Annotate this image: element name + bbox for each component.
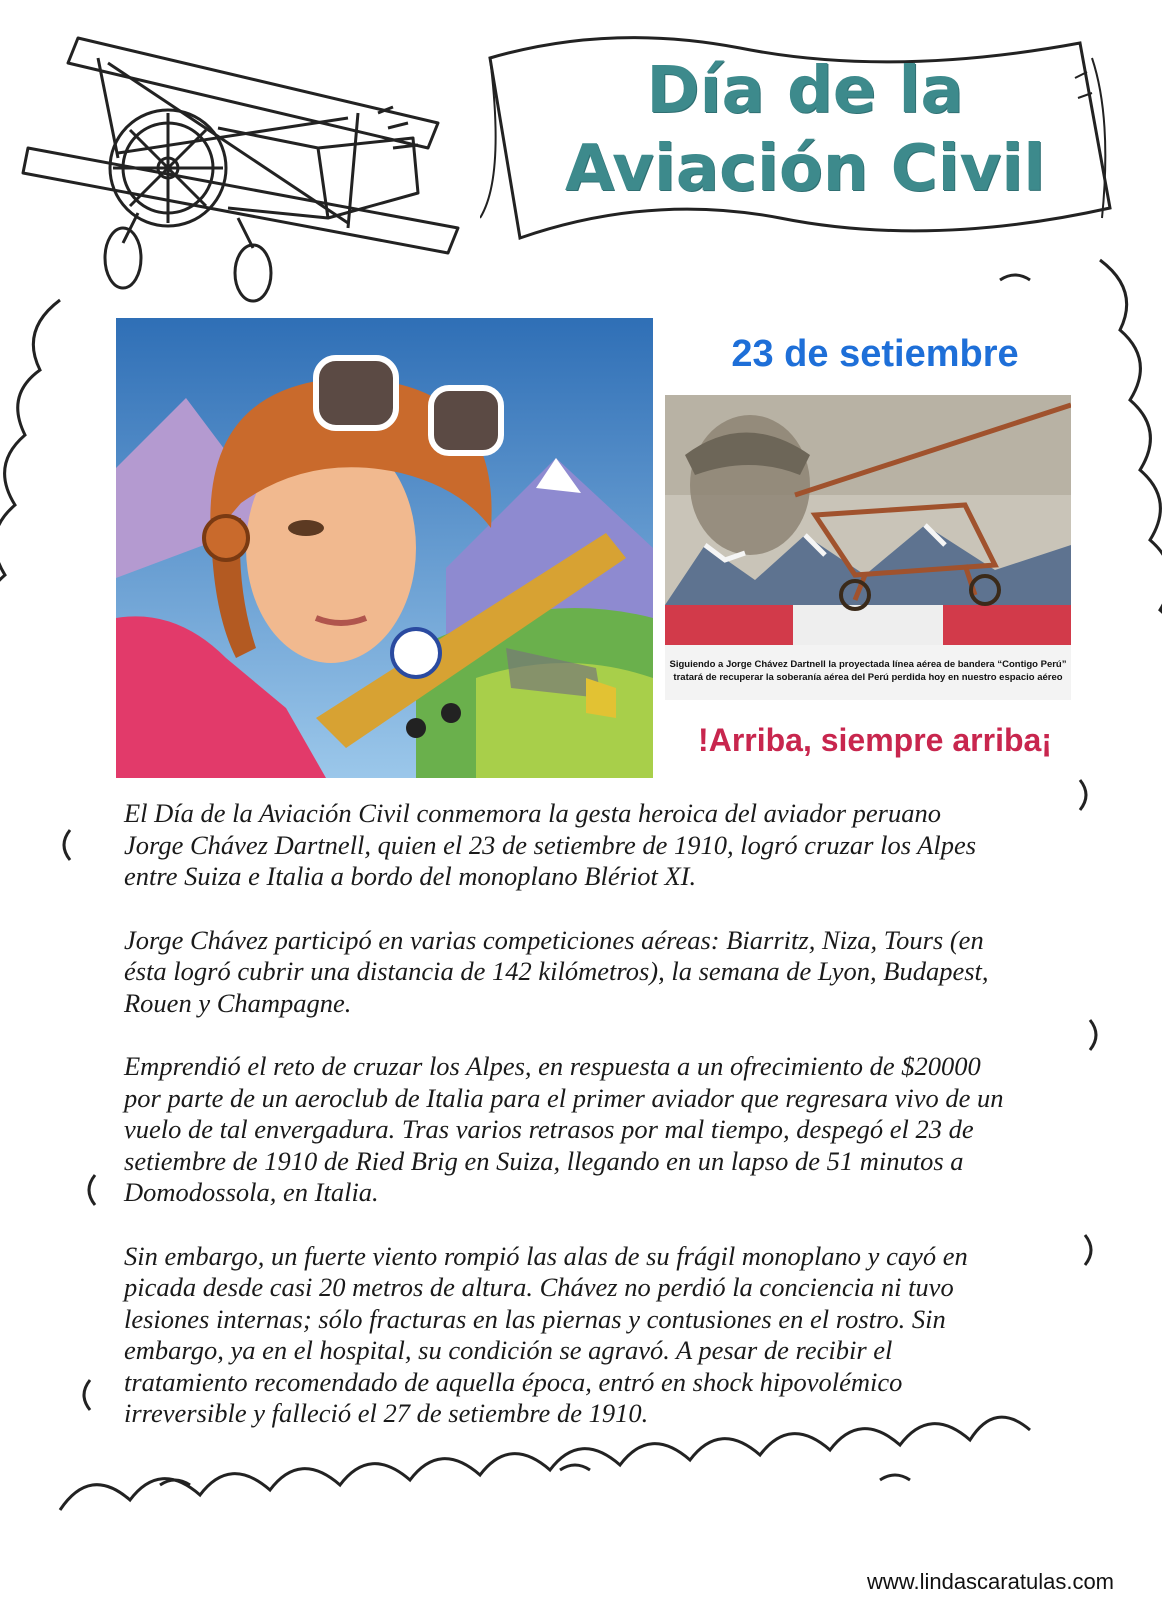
page-title-line-1: Día de la — [646, 54, 964, 128]
slogan: !Arriba, siempre arriba¡ — [698, 722, 1052, 758]
article-paragraph: El Día de la Aviación Civil conmemora la gesta heroica del aviador peruano Jorge Chávez Dartnell, quien el 23 de setiembre de 1910, logró cruzar los Alpes entre Suiza e Italia a bordo del monoplano Blériot XI. — [124, 798, 977, 891]
article-paragraph: Sin embargo, un fuerte viento rompió las alas de su frágil monoplano y cayó en picada desde casi 20 metros de altura. Chávez no perdió la conciencia ni tuvo lesiones internas; sólo fracturas en las piernas y contusiones en el rostro. Sin embargo, ya en el hospital, su condición se agravó. A pesar de recibir el tratamiento recomendado de aquella época, entró en shock hipovolémico irreversible y falleció el 27 de setiembre de 1910. — [124, 1240, 968, 1428]
aviator-portrait-illustration — [116, 318, 653, 778]
website-url: www.lindascaratulas.com — [867, 1569, 1114, 1594]
date-heading: 23 de setiembre — [731, 333, 1019, 375]
historical-photo — [665, 395, 1071, 700]
article-body — [124, 798, 1084, 1462]
page-title-line-2: Aviación Civil — [564, 132, 1046, 206]
article-paragraph: Emprendió el reto de cruzar los Alpes, en respuesta a un ofrecimiento de $20000 por parte de un aeroclub de Italia para el primer aviador que regresara vivo de un vuelo de tal envergadura. Tras varios retrasos por mal tiempo, despegó el 23 de setiembre de 1910 de Ried Brig en Suiza, llegando en un lapso de 51 minutos a Domodossola, en Italia. — [124, 1051, 1004, 1207]
biplane-drawing — [18, 18, 478, 303]
article-paragraph: Jorge Chávez participó en varias competiciones aéreas: Biarritz, Niza, Tours (en ésta logró cubrir una distancia de 142 kilómetros), la semana de Lyon, Budapest, Rouen y Champagne. — [124, 924, 989, 1018]
photo-caption: Siguiendo a Jorge Chávez Dartnell la proyectada línea aérea de bandera “Contigo Perú” tratará de recuperar la soberanía aérea del Perú perdida hoy en nuestro espacio aéreo — [669, 659, 1067, 683]
